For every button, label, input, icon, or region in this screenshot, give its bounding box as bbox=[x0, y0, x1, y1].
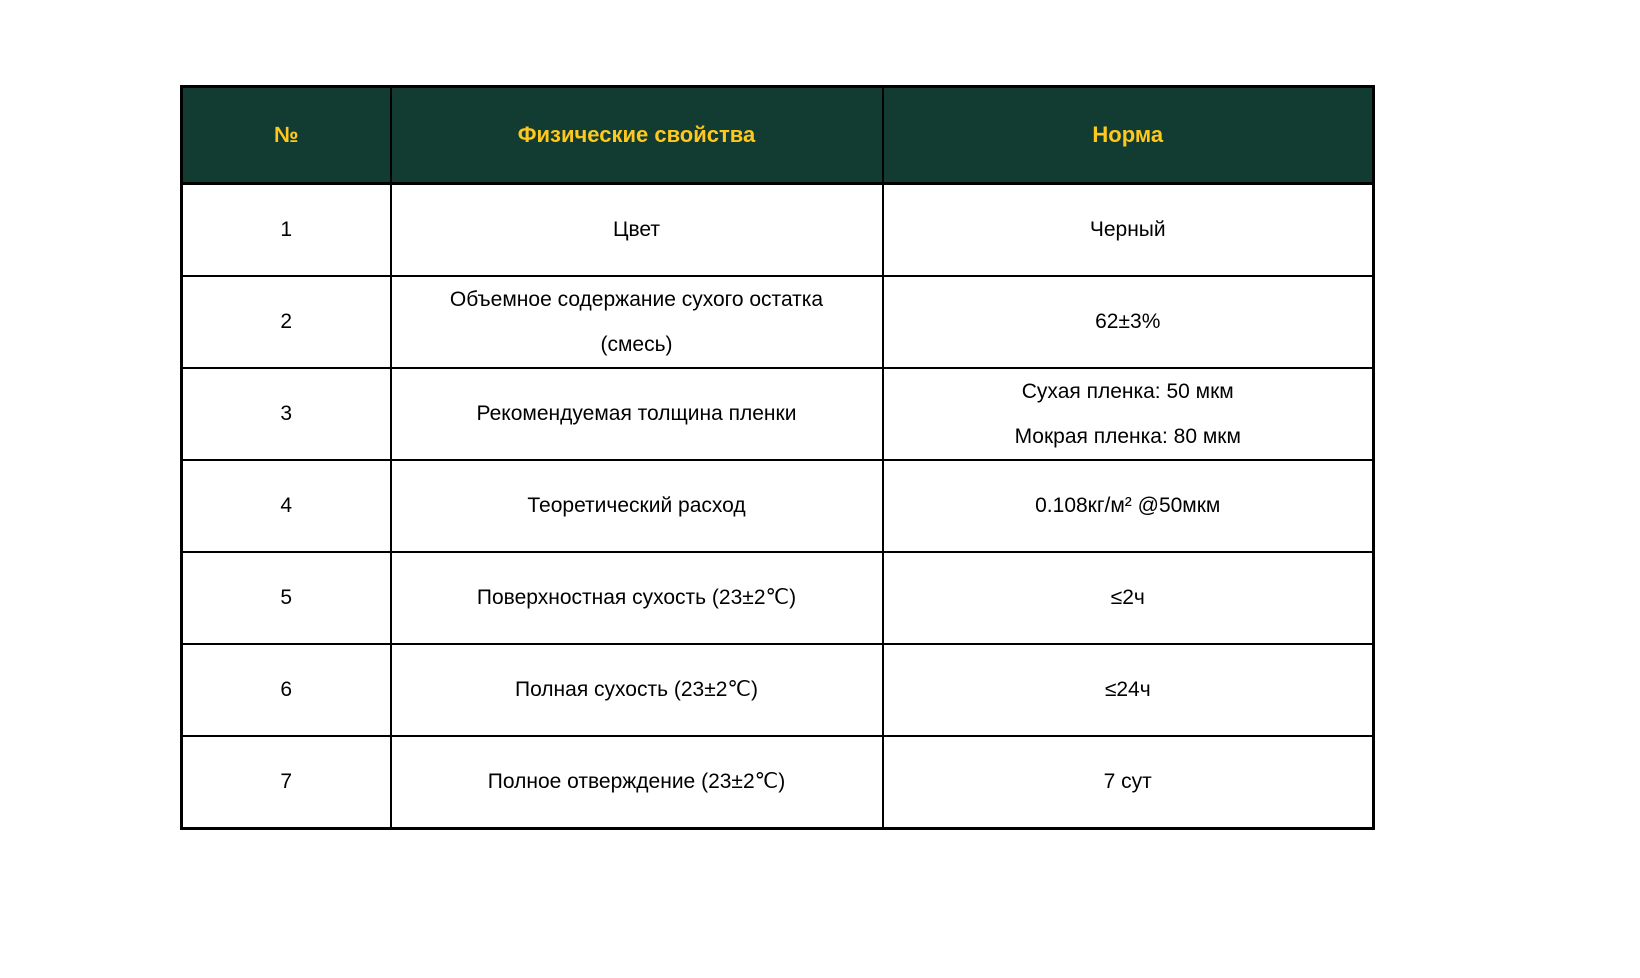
row-number-cell bbox=[182, 276, 391, 368]
cell-line: Сухая пленка: 50 мкм bbox=[1021, 379, 1234, 403]
table-row bbox=[182, 184, 1374, 276]
table-row bbox=[182, 368, 1374, 460]
row-number-cell bbox=[182, 736, 391, 828]
row-number-cell bbox=[182, 552, 391, 644]
table-row bbox=[182, 276, 1374, 368]
norm-cell bbox=[883, 644, 1374, 736]
row-number-cell bbox=[182, 184, 391, 276]
norm-cell bbox=[883, 552, 1374, 644]
norm-cell bbox=[883, 460, 1374, 552]
norm-cell bbox=[883, 184, 1374, 276]
cell-line: Полное отверждение (23±2℃) bbox=[487, 770, 786, 794]
norm-cell bbox=[883, 368, 1374, 460]
cell-line: Полная сухость (23±2℃) bbox=[514, 678, 759, 702]
property-cell bbox=[391, 644, 883, 736]
property-cell bbox=[391, 368, 883, 460]
cell-line: Рекомендуемая толщина пленки bbox=[476, 402, 797, 426]
cell-line: (смесь) bbox=[600, 332, 673, 356]
cell-line: 1 bbox=[280, 218, 293, 242]
cell-line: Мокрая пленка: 80 мкм bbox=[1014, 424, 1241, 448]
cell-line: 0.108кг/м² @50мкм bbox=[1035, 494, 1221, 518]
norm-cell bbox=[883, 276, 1374, 368]
table-body bbox=[182, 184, 1374, 829]
table-row bbox=[182, 552, 1374, 644]
row-number-cell bbox=[182, 460, 391, 552]
cell-line: 7 bbox=[280, 770, 293, 794]
cell-line: 62±3% bbox=[1095, 310, 1161, 334]
cell-line: ≤2ч bbox=[1110, 586, 1145, 610]
cell-line: 5 bbox=[280, 586, 293, 610]
table-row bbox=[182, 736, 1374, 828]
header-row bbox=[182, 87, 1374, 184]
property-cell bbox=[391, 460, 883, 552]
physical-properties-table bbox=[180, 85, 1375, 830]
cell-line: Объемное содержание сухого остатка bbox=[449, 287, 824, 311]
header-cell-property: Физические свойства bbox=[391, 87, 883, 184]
cell-line: Поверхностная сухость (23±2℃) bbox=[476, 586, 797, 610]
table-row bbox=[182, 460, 1374, 552]
cell-line: 4 bbox=[280, 494, 293, 518]
row-number-cell bbox=[182, 644, 391, 736]
property-cell bbox=[391, 736, 883, 828]
cell-line: 6 bbox=[280, 678, 293, 702]
cell-line: 2 bbox=[280, 310, 293, 334]
cell-line: 3 bbox=[280, 402, 293, 426]
cell-line: Теоретический расход bbox=[527, 494, 746, 518]
property-cell bbox=[391, 276, 883, 368]
property-cell bbox=[391, 552, 883, 644]
cell-line: ≤24ч bbox=[1104, 678, 1151, 702]
cell-line: Черный bbox=[1089, 218, 1166, 242]
header-cell-number: № bbox=[182, 87, 391, 184]
header-cell-norm: Норма bbox=[883, 87, 1374, 184]
cell-line: 7 сут bbox=[1103, 770, 1152, 794]
table-row bbox=[182, 644, 1374, 736]
norm-cell bbox=[883, 736, 1374, 828]
cell-line: Цвет bbox=[612, 218, 661, 242]
row-number-cell bbox=[182, 368, 391, 460]
property-cell bbox=[391, 184, 883, 276]
